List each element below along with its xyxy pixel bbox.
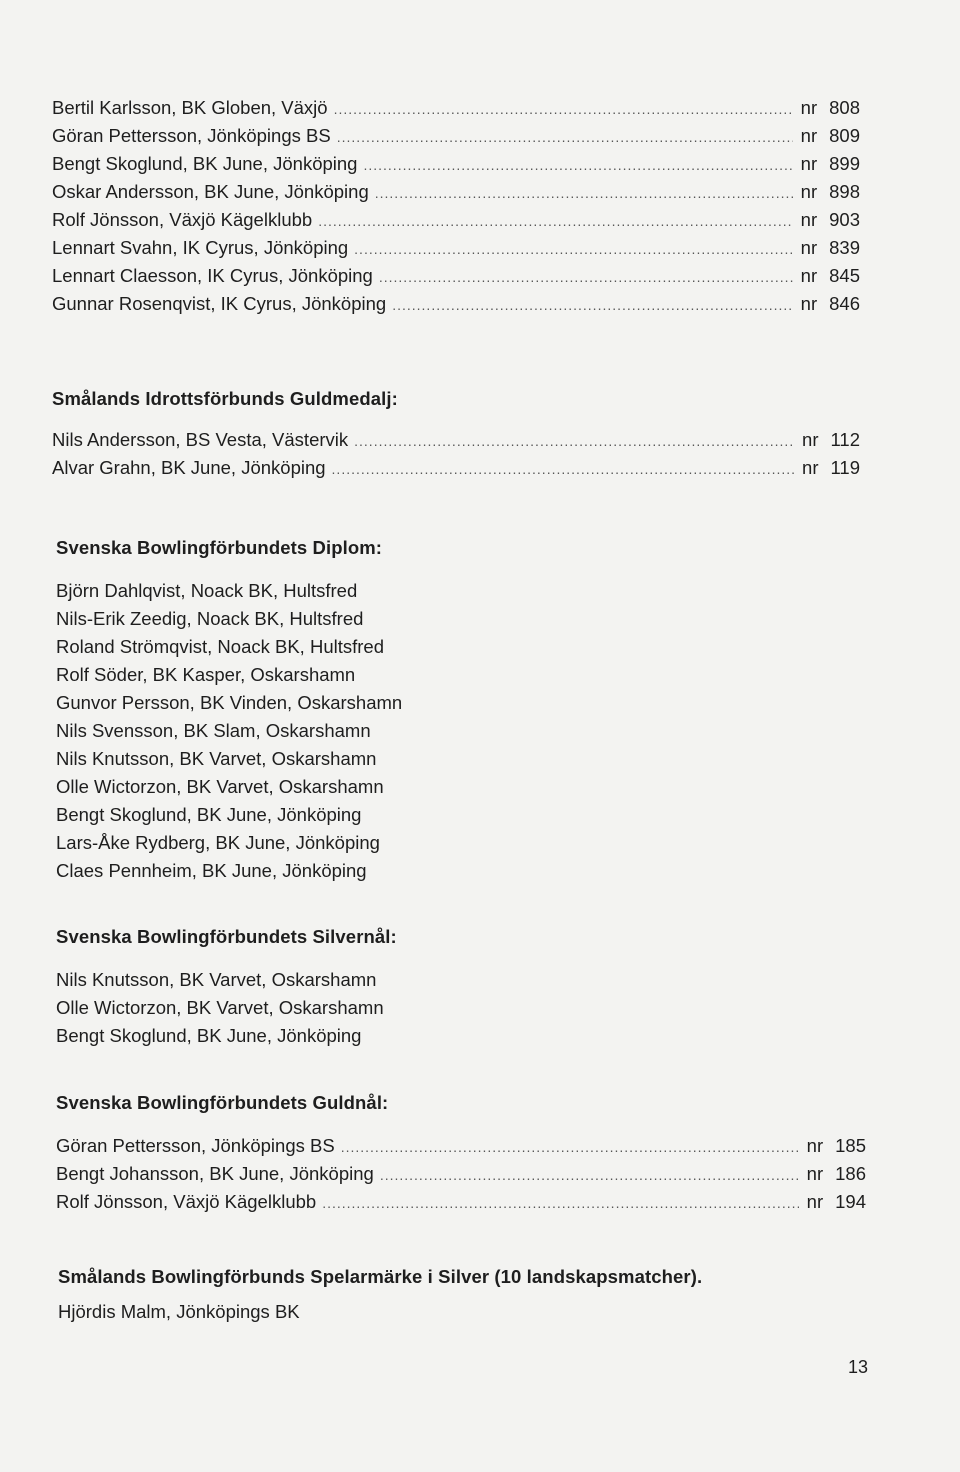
award-row <box>52 122 860 150</box>
leader-dots <box>322 1189 798 1217</box>
recipient-name: Nils-Erik Zeedig, Noack BK, Hultsfred <box>56 608 364 629</box>
guldnal-section <box>56 1088 866 1216</box>
award-number: nr 846 <box>800 293 860 314</box>
section-heading: Svenska Bowlingförbundets Guldnål: <box>56 1092 389 1113</box>
silvernal-section <box>56 922 864 1050</box>
recipient-name: Göran Pettersson, Jönköpings BS <box>56 1135 335 1156</box>
leader-dots <box>392 291 792 319</box>
leader-dots <box>375 179 793 207</box>
award-number: nr 899 <box>800 153 860 174</box>
recipient-name: Gunvor Persson, BK Vinden, Oskarshamn <box>56 692 403 713</box>
leader-dots <box>354 235 793 263</box>
recipient-name: Alvar Grahn, BK June, Jönköping <box>52 457 326 478</box>
recipient-name: Gunnar Rosenqvist, IK Cyrus, Jönköping <box>52 293 387 314</box>
leader-dots <box>363 151 792 179</box>
spelarmarke-section <box>58 1262 868 1326</box>
award-row <box>52 426 860 454</box>
smaland-guldmedalj-section <box>52 384 860 482</box>
leader-dots <box>341 1133 799 1161</box>
recipient-name: Claes Pennheim, BK June, Jönköping <box>56 860 367 881</box>
recipient-name: Lennart Claesson, IK Cyrus, Jönköping <box>52 265 373 286</box>
award-row <box>52 178 860 206</box>
recipient-name: Rolf Jönsson, Växjö Kägelklubb <box>52 209 313 230</box>
recipient-name: Oskar Andersson, BK June, Jönköping <box>52 181 369 202</box>
award-number: nr 845 <box>800 265 860 286</box>
award-row <box>52 206 860 234</box>
recipient-name: Rolf Jönsson, Växjö Kägelklubb <box>56 1191 317 1212</box>
recipient-name: Nils Svensson, BK Slam, Oskarshamn <box>56 720 371 741</box>
award-row <box>52 262 860 290</box>
recipient-name: Bengt Skoglund, BK June, Jönköping <box>52 153 358 174</box>
recipient-name: Nils Andersson, BS Vesta, Västervik <box>52 429 349 450</box>
award-number: nr 194 <box>806 1191 866 1212</box>
recipient-name: Björn Dahlqvist, Noack BK, Hultsfred <box>56 580 358 601</box>
award-row <box>52 234 860 262</box>
award-row <box>52 290 860 318</box>
award-number: nr 903 <box>800 209 860 230</box>
award-number: nr 839 <box>800 237 860 258</box>
award-row <box>52 454 860 482</box>
recipient-name: Bengt Skoglund, BK June, Jönköping <box>56 804 362 825</box>
leader-dots <box>379 263 793 291</box>
award-number: nr 898 <box>800 181 860 202</box>
recipient-name: Bertil Karlsson, BK Globen, Växjö <box>52 97 328 118</box>
section-heading: Smålands Bowlingförbunds Spelarmärke i Silver (10 landskapsmatcher). <box>58 1266 703 1287</box>
recipient-name: Nils Knutsson, BK Varvet, Oskarshamn <box>56 748 377 769</box>
award-number: nr 186 <box>806 1163 866 1184</box>
leader-dots <box>354 427 794 455</box>
award-number: nr 808 <box>800 97 860 118</box>
award-number: nr 809 <box>800 125 860 146</box>
recipient-name: Bengt Johansson, BK June, Jönköping <box>56 1163 374 1184</box>
recipient-name: Rolf Söder, BK Kasper, Oskarshamn <box>56 664 356 685</box>
award-row <box>52 94 860 122</box>
recipient-name: Nils Knutsson, BK Varvet, Oskarshamn <box>56 969 377 990</box>
recipient-name: Roland Strömqvist, Noack BK, Hultsfred <box>56 636 384 657</box>
recipient-name: Olle Wictorzon, BK Varvet, Oskarshamn <box>56 997 384 1018</box>
award-number: nr 112 <box>802 429 860 450</box>
award-row <box>52 150 860 178</box>
award-row <box>56 1188 866 1216</box>
award-row <box>56 1132 866 1160</box>
page-number: 13 <box>848 1357 869 1377</box>
recipient-name: Lars-Åke Rydberg, BK June, Jönköping <box>56 832 380 853</box>
section-heading: Smålands Idrottsförbunds Guldmedalj: <box>52 388 398 409</box>
awards-list-top <box>52 94 860 318</box>
recipient-name: Hjördis Malm, Jönköpings BK <box>58 1301 300 1322</box>
section-heading: Svenska Bowlingförbundets Silvernål: <box>56 926 397 947</box>
diplom-section <box>56 533 864 885</box>
leader-dots <box>318 207 792 235</box>
recipient-name: Göran Pettersson, Jönköpings BS <box>52 125 331 146</box>
recipient-name: Lennart Svahn, IK Cyrus, Jönköping <box>52 237 349 258</box>
leader-dots <box>337 123 793 151</box>
section-heading: Svenska Bowlingförbundets Diplom: <box>56 537 383 558</box>
recipient-name: Bengt Skoglund, BK June, Jönköping <box>56 1025 362 1046</box>
leader-dots <box>332 455 795 483</box>
leader-dots <box>334 95 793 123</box>
award-number: nr 119 <box>802 457 860 478</box>
recipient-name: Olle Wictorzon, BK Varvet, Oskarshamn <box>56 776 384 797</box>
award-number: nr 185 <box>806 1135 866 1156</box>
leader-dots <box>380 1161 799 1189</box>
award-row <box>56 1160 866 1188</box>
